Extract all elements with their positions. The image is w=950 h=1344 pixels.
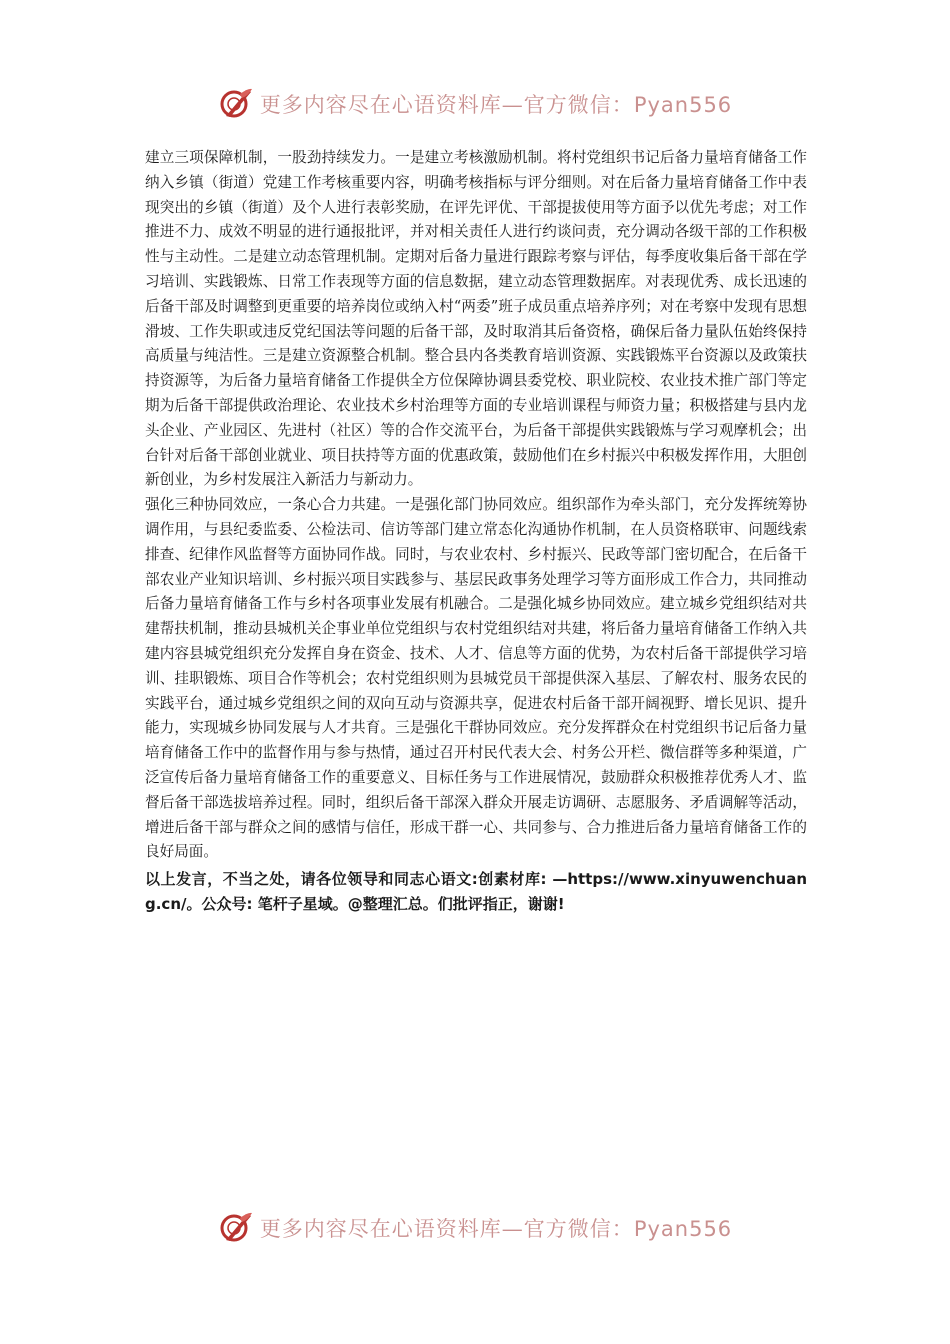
footer-banner bbox=[0, 1206, 950, 1250]
paragraph-2: 强化三种协同效应，一条心合力共建。一是强化部门协同效应。组织部作为牵头部门，充分发挥统筹协调作用，与县纪委监委、公检法司、信访等部门建立常态化沟通协作机制，在人员资格联审、问题线索排查、纪律作风监督等方面协同作战。同时，与农业农村、乡村振兴、民政等部门密切配合，在后备干部农业产业知识培训、乡村振兴项目实践参与、基层民政事务处理学习等方面形成工作合力，共同推动后备力量培育储备工作与乡村各项事业发展有机融合。二是强化城乡协同效应。建立城乡党组织结对共建帮扶机制，推动县城机关企事业单位党组织与农村党组织结对共建，将后备力量培育储备工作纳入共建内容县城党组织充分发挥自身在资金、技术、人才、信息等方面的优势，为农村后备干部提供学习培训、挂职锻炼、项目合作等机会；农村党组织则为县城党员干部提供深入基层、了解农村、服务农民的实践平台，通过城乡党组织之间的双向互动与资源共享，促进农村后备干部开阔视野、增长见识、提升能力，实现城乡协同发展与人才共育。三是强化干群协同效应。充分发挥群众在村党组织书记后备力量培育储备工作中的监督作用与参与热情，通过召开村民代表大会、村务公开栏、微信群等多种渠道，广泛宣传后备力量培育储备工作的重要意义、目标任务与工作进展情况，鼓励群众积极推荐优秀人才、监督后备干部选拔培养过程。同时，组织后备干部深入群众开展走访调研、志愿服务、矛盾调解等活动，增进后备干部与群众之间的感情与信任，形成干群一心、共同参与、合力推进后备力量培育储备工作的良好局面。 bbox=[145, 496, 807, 861]
quill-logo-icon bbox=[218, 86, 254, 122]
quill-logo-icon bbox=[218, 1210, 254, 1246]
wechat-id: Pyan556 bbox=[633, 1217, 733, 1241]
header-banner bbox=[0, 82, 950, 126]
banner-text: 更多内容尽在心语资料库—官方微信：Pyan556 bbox=[259, 93, 733, 117]
closing-remarks: 以上发言，不当之处，请各位领导和同志心语文:创素材库: —https://www.xinyuwenchuang.cn/。公众号: 笔杆子星域。@整理汇总。们批评指正，谢谢! bbox=[145, 870, 807, 914]
document-body bbox=[145, 146, 807, 917]
paragraph-1: 建立三项保障机制，一股劲持续发力。一是建立考核激励机制。将村党组织书记后备力量培育储备工作纳入乡镇（街道）党建工作考核重要内容，明确考核指标与评分细则。对在后备力量培育储备工作中表现突出的乡镇（街道）及个人进行表彰奖励，在评先评优、干部提拔使用等方面予以优先考虑；对工作推进不力、成效不明显的进行通报批评，并对相关责任人进行约谈问责，充分调动各级干部的工作积极性与主动性。二是建立动态管理机制。定期对后备力量进行跟踪考察与评估，每季度收集后备干部在学习培训、实践锻炼、日常工作表现等方面的信息数据，建立动态管理数据库。对表现优秀、成长迅速的后备干部及时调整到更重要的培养岗位或纳入村“两委”班子成员重点培养序列；对在考察中发现有思想滑坡、工作失职或违反党纪国法等问题的后备干部，及时取消其后备资格，确保后备力量队伍始终保持高质量与纯洁性。三是建立资源整合机制。整合县内各类教育培训资源、实践锻炼平台资源以及政策扶持资源等，为后备力量培育储备工作提供全方位保障协调县委党校、职业院校、农业技术推广部门等定期为后备干部提供政治理论、农业技术乡村治理等方面的专业培训课程与师资力量；积极搭建与县内龙头企业、产业园区、先进村（社区）等的合作交流平台，为后备干部提供实践锻炼与学习观摩机会；出台针对后备干部创业就业、项目扶持等方面的优惠政策，鼓励他们在乡村振兴中积极发挥作用，大胆创新创业，为乡村发展注入新活力与新动力。 bbox=[145, 149, 807, 489]
banner-text: 更多内容尽在心语资料库—官方微信：Pyan556 bbox=[259, 1217, 733, 1241]
wechat-id: Pyan556 bbox=[633, 93, 733, 117]
